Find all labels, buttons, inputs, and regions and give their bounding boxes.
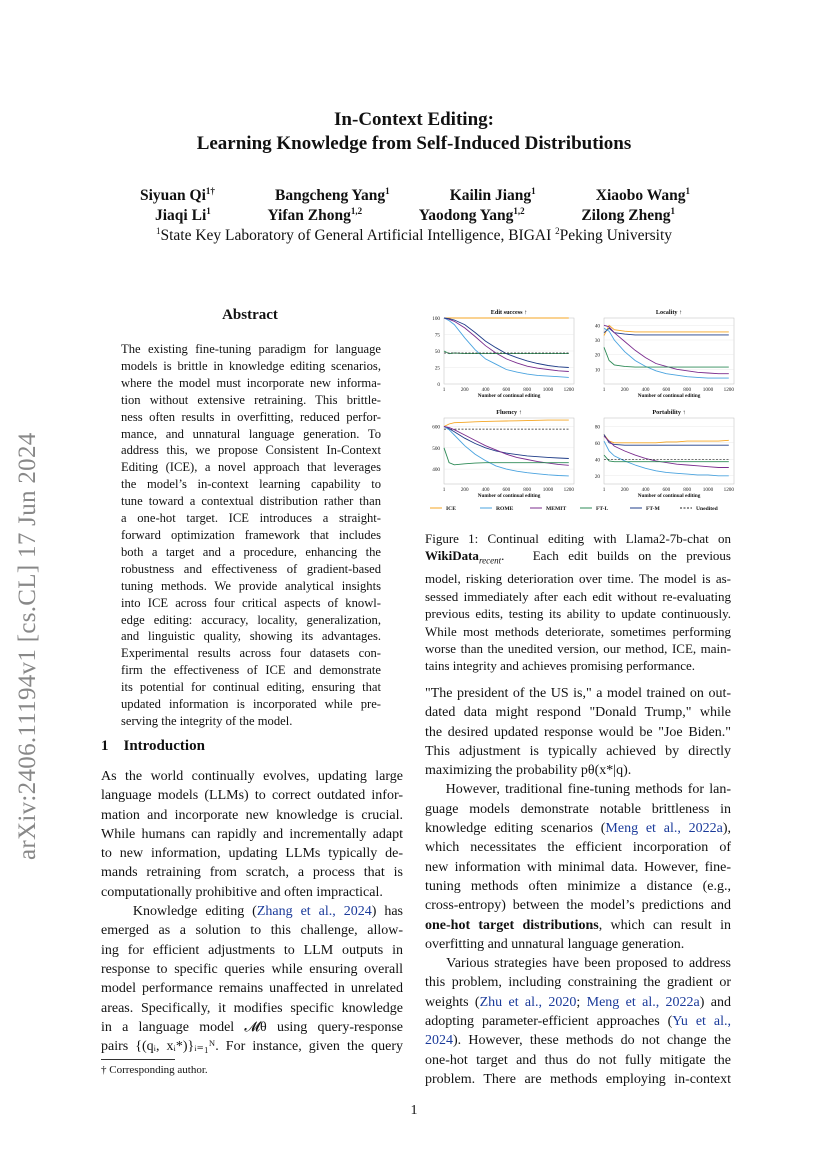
body-line: tuning methods often minimize a distance (e.g.,: [425, 878, 731, 894]
intro-line: areas. Specifically, it modifies specific knowledge: [101, 1000, 403, 1016]
chart-x-tick-label: 1000: [702, 487, 714, 493]
series-line-memit: [444, 427, 569, 466]
intro-body: [101, 767, 403, 1056]
citation-link[interactable]: Meng et al., 2022a: [586, 994, 700, 1010]
chart-x-tick-label: 600: [502, 487, 511, 493]
body-line: this problem, including constraining the gradient or: [425, 975, 731, 991]
legend-label: Unedited: [696, 506, 718, 512]
chart-x-tick-label: 600: [662, 487, 671, 493]
abstract-line: serving the integrity of the model.: [121, 713, 293, 728]
citation-link[interactable]: Zhang et al., 2024: [256, 904, 372, 920]
abstract-line: Experimental results across four datasets con-: [121, 646, 381, 661]
intro-line: response to specific queries while ensuring overall: [101, 961, 403, 977]
body-line: overfitting and unnatural language generation.: [425, 936, 685, 952]
intro-line: mands retraining from scratch, a process that is: [101, 865, 403, 881]
chart-frame: [604, 418, 734, 484]
caption-line: previous edits, testing its ability to update continuously.: [425, 606, 731, 622]
abstract-line: models is brittle in knowledge editing scenarios,: [121, 358, 381, 373]
chart-x-tick-label: 1200: [563, 487, 574, 493]
abstract-line: a one-hot target. ICE introduces a straight-: [121, 511, 381, 526]
chart-x-tick-label: 800: [523, 387, 532, 393]
chart-title: Edit success ↑: [490, 309, 528, 316]
chart-x-tick-label: 800: [523, 487, 532, 493]
caption-line: tains integrity and achieves promising performance.: [425, 658, 696, 674]
body-line: knowledge editing scenarios (Meng et al., 2022a),: [425, 821, 731, 837]
author: Jiaqi Li$^1$: [155, 206, 211, 225]
citation-link[interactable]: Meng et al., 2022a: [605, 821, 723, 837]
legend-label: ROME: [496, 506, 514, 512]
abstract-line: forward optimization framework that includes: [121, 527, 381, 542]
chart-x-axis-label: Number of continual editing: [477, 493, 541, 499]
caption-line: sessed immediately after each edit without re-evaluating: [425, 588, 731, 604]
author: Yaodong Yang$^{1,2}$: [418, 206, 525, 225]
author: Kailin Jiang$^1$: [449, 186, 536, 205]
chart-x-tick-label: 400: [641, 487, 650, 493]
body-line: guage models demonstrate notable brittleness in: [425, 801, 731, 817]
chart-x-tick-label: 800: [683, 487, 692, 493]
legend-label: FT-L: [596, 506, 609, 512]
caption-line: Figure 1: Continual editing with Llama2-7b-chat on: [425, 531, 731, 546]
caption-line: While most methods deteriorate, sometimes performing: [425, 623, 731, 639]
intro-line: computationally prohibitive and often impractical.: [101, 884, 383, 900]
chart-y-tick-label: 30: [594, 338, 600, 344]
chart-y-tick-label: 100: [432, 316, 440, 322]
affiliations: $^1$State Key Laboratory of General Artificial Intelligence, BIGAI $^2$Peking University: [155, 226, 673, 245]
chart-x-tick-label: 800: [683, 387, 692, 393]
body-line: However, traditional fine-tuning methods for lan-: [425, 782, 731, 798]
body-line: problem. There are methods employing in-context: [425, 1071, 731, 1087]
chart-x-tick-label: 1: [602, 387, 606, 393]
abstract-line: and linguistic quality, showing its advantages.: [121, 629, 381, 644]
chart-x-tick-label: 400: [641, 387, 650, 393]
body-line: weights (Zhu et al., 2020; Meng et al., 2022a) and: [425, 994, 732, 1010]
title-line-1: In-Context Editing:: [334, 109, 494, 130]
abstract-line: tion without extensive retraining. This brittle-: [121, 392, 381, 407]
abstract-line: its potential for continual editing, ensuring that: [121, 680, 381, 695]
chart-y-tick-label: 600: [432, 424, 440, 431]
chart-x-tick-label: 400: [481, 487, 490, 493]
abstract-heading: Abstract: [222, 307, 278, 323]
chart-y-tick-label: 40: [594, 457, 600, 464]
abstract-line: Editing (ICE), a novel approach that leverages: [121, 460, 381, 475]
chart-y-tick-label: 20: [594, 352, 600, 359]
right-column-body: [425, 684, 731, 1089]
chart-y-tick-label: 75: [434, 332, 440, 339]
series-line-ft-m: [444, 427, 569, 459]
chart-x-tick-label: 1200: [563, 387, 574, 393]
abstract-line: tune toward a contextual distribution rather than: [121, 494, 381, 509]
caption-line: model, risking deterioration over time. The model is as-: [425, 571, 731, 587]
intro-line: Knowledge editing (Zhang et al., 2024) has: [101, 904, 403, 920]
chart-x-tick-label: 1000: [542, 387, 554, 393]
body-line: one-hot target distributions, which can result in: [425, 917, 731, 933]
abstract-line: updated information is incorporated while pre-: [121, 697, 381, 712]
series-line-memit: [444, 318, 569, 372]
series-line-rome: [604, 328, 729, 378]
chart-x-tick-label: 1000: [702, 387, 714, 393]
body-line: dated data might respond "Donald Trump," while: [425, 705, 731, 721]
chart-x-tick-label: 1: [442, 387, 446, 393]
author: Xiaobo Wang$^1$: [595, 186, 690, 205]
chart-title: Fluency ↑: [496, 409, 522, 416]
body-line: which necessitates the efficient incorporation of: [425, 840, 731, 856]
chart-y-tick-label: 80: [594, 424, 600, 431]
chart-x-tick-label: 200: [460, 487, 469, 493]
chart-y-tick-label: 500: [432, 445, 440, 452]
citation-link[interactable]: Yu et al.,: [672, 1014, 732, 1030]
chart-frame: [444, 418, 574, 484]
legend-label: ICE: [446, 506, 456, 512]
series-line-ft-m: [604, 435, 729, 446]
body-line: maximizing the probability pθ(x*|q).: [425, 763, 632, 779]
body-line: 2024). However, these methods do not change the: [425, 1033, 731, 1049]
series-line-ft-l: [604, 455, 729, 462]
author: Siyuan $Qi^{1\dagger}$: [140, 186, 215, 205]
abstract-line: the model’s in-context learning capability to: [121, 477, 381, 492]
section-heading-introduction: 1 Introduction: [101, 738, 205, 754]
abstract-line: firm the effectiveness of ICE and demonstrate: [121, 663, 381, 678]
authors-row-2: [155, 206, 675, 225]
authors-row-1: [140, 186, 690, 205]
abstract-line: edge editing: accuracy, locality, generalization,: [121, 612, 381, 627]
intro-line: to new information, updating LLMs typically de-: [101, 846, 403, 862]
footnote: † Corresponding author.: [101, 1064, 208, 1076]
intro-line: emerged as a solution to this challenge, allow-: [101, 923, 403, 939]
chart-y-tick-label: 60: [594, 440, 600, 447]
arxiv-identifier: arXiv:2406.11194v1 [cs.CL] 17 Jun 2024: [14, 432, 41, 860]
chart-x-tick-label: 600: [502, 387, 511, 393]
series-line-ft-m: [444, 318, 569, 368]
paper-title: [0, 108, 828, 156]
abstract-line: both a target and a procedure, enhancing the: [121, 544, 381, 559]
intro-line: ing for efficient adjustments to LLM outputs in: [101, 942, 403, 958]
series-line-rome: [604, 441, 729, 476]
chart-y-tick-label: 0: [437, 382, 440, 388]
abstract-line: address this, we propose Consistent In-Context: [121, 443, 381, 458]
chart-title: Portability ↑: [652, 409, 686, 416]
author: Bangcheng Yang$^1$: [275, 186, 390, 205]
chart-x-tick-label: 1: [442, 487, 446, 493]
abstract-body: [121, 341, 381, 730]
abstract-line: ness often results in overfitting, reduced perfor-: [121, 409, 381, 424]
chart-x-axis-label: Number of continual editing: [477, 393, 541, 399]
abstract-line: tuning methods. We provide analytical insights: [121, 578, 381, 593]
body-line: the desired updated response would be "Joe Biden.": [425, 724, 731, 740]
legend-label: FT-M: [646, 506, 660, 512]
chart-y-tick-label: 50: [434, 349, 440, 355]
series-line-ft-l: [604, 347, 729, 367]
chart-x-tick-label: 600: [662, 387, 671, 393]
page-number: 1: [410, 1103, 418, 1118]
chart-y-tick-label: 40: [594, 323, 600, 330]
footnote-rule: [101, 1059, 175, 1060]
author: Zilong Zheng$^1$: [581, 206, 675, 225]
chart-x-tick-label: 200: [620, 487, 629, 493]
intro-line: mation and incorporate new knowledge is crucial.: [101, 807, 403, 823]
chart-y-tick-label: 25: [434, 365, 440, 372]
body-line: cross-entropy) between the model’s predictions and: [425, 898, 731, 914]
intro-line: pairs {(qᵢ, xᵢ*)}ᵢ₌₁ᴺ. For instance, given the query: [101, 1039, 403, 1055]
series-line-ice: [604, 435, 729, 443]
chart-y-tick-label: 10: [594, 367, 600, 374]
chart-x-axis-label: Number of continual editing: [637, 393, 701, 399]
chart-y-tick-label: 20: [594, 473, 600, 480]
body-line: one-hot target and thus do not fully mitigate the: [425, 1052, 731, 1068]
author: Yifan Zhong$^{1,2}$: [267, 206, 363, 225]
chart-x-axis-label: Number of continual editing: [637, 493, 701, 499]
body-line: new information with minimal data. However, fine-: [425, 859, 731, 875]
figure-caption: [425, 530, 731, 675]
series-line-ft-l: [444, 448, 569, 465]
figure-1-charts: [418, 300, 738, 520]
chart-x-tick-label: 200: [620, 387, 629, 393]
body-line: This adjustment is typically achieved by directly: [425, 743, 731, 759]
chart-x-tick-label: 1200: [723, 387, 734, 393]
citation-link[interactable]: Zhu et al., 2020: [479, 994, 577, 1010]
chart-title: Locality ↑: [655, 309, 683, 316]
abstract-line: mance, and unnatural language generation. To: [121, 426, 381, 441]
series-line-ice: [444, 420, 569, 426]
abstract-line: The existing fine-tuning paradigm for language: [121, 342, 381, 356]
chart-x-tick-label: 1000: [542, 487, 554, 493]
abstract-line: robustness and effectiveness of gradient-based: [121, 561, 381, 576]
intro-line: language models (LLMs) to correct outdated infor-: [101, 788, 403, 804]
caption-line: WikiData$_{recent}$. Each edit builds on the previous: [425, 548, 731, 566]
body-line: "The president of the US is," a model trained on out-: [425, 686, 731, 701]
intro-line: As the world continually evolves, updating large: [101, 769, 403, 784]
abstract-line: into ICE across four critical aspects of knowl-: [121, 595, 381, 610]
intro-line: While humans can rapidly and incrementally adapt: [101, 826, 403, 842]
title-line-2: Learning Knowledge from Self-Induced Distributions: [196, 133, 632, 154]
body-line: Various strategies have been proposed to address: [425, 956, 731, 972]
chart-x-tick-label: 400: [481, 387, 490, 393]
caption-line: worse than the unedited version, our method, ICE, main-: [425, 641, 731, 657]
chart-x-tick-label: 1200: [723, 487, 734, 493]
intro-line: in a language model 𝓜θ using query-response: [101, 1019, 403, 1035]
intro-line: model performance remains unaffected in unrelated: [101, 981, 403, 997]
chart-x-tick-label: 1: [602, 487, 606, 493]
legend-label: MEMIT: [546, 506, 567, 512]
abstract-line: where the model must incorporate new informa-: [121, 375, 381, 390]
chart-x-tick-label: 200: [460, 387, 469, 393]
body-line: adopting parameter-efficient approaches (Yu et al.,: [425, 1014, 732, 1030]
citation-link[interactable]: 2024: [425, 1033, 453, 1049]
chart-y-tick-label: 400: [432, 467, 440, 474]
